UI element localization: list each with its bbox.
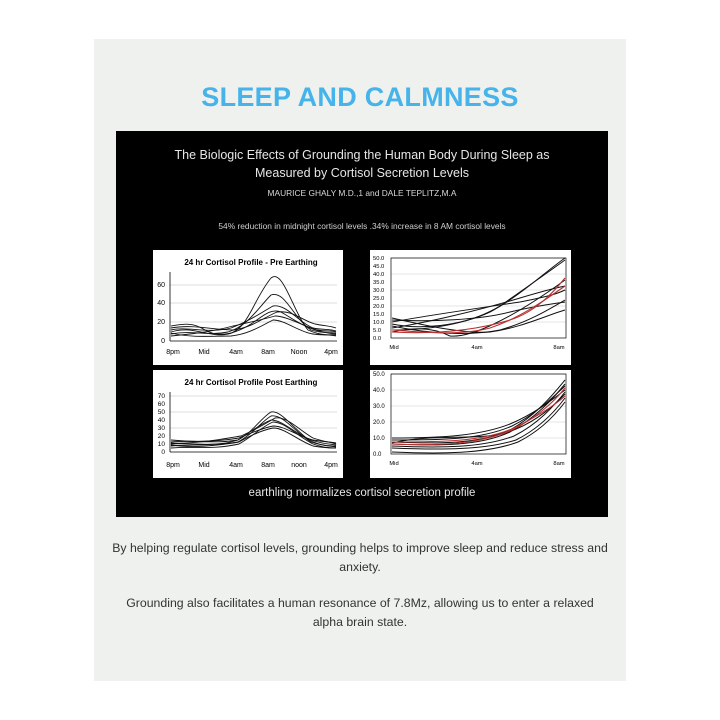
y-tick-label: 30 — [157, 425, 165, 432]
y-tick-label: 20 — [157, 319, 165, 326]
paragraph-resonance: Grounding also facilitates a human resonance of 7.8Mz, allowing us to enter a relaxed alpha brain state. — [126, 596, 594, 629]
y-tick-label: 20 — [157, 433, 165, 440]
x-tick-label: Noon — [290, 349, 308, 356]
x-tick-label: Mid — [198, 349, 210, 356]
chart-pre-earthing-zoom — [370, 250, 571, 365]
chart-title: 24 hr Cortisol Profile Post Earthing — [184, 378, 318, 387]
y-tick-label: 40 — [157, 417, 165, 424]
cortisol-study-figure — [116, 131, 608, 517]
x-tick-labels — [166, 349, 338, 356]
figure-title-line-2: Measured by Cortisol Secretion Levels — [255, 166, 469, 180]
y-tick-label: 5.0 — [373, 328, 382, 334]
x-tick-label: 8am — [261, 349, 275, 356]
y-tick-labels — [373, 256, 384, 342]
y-tick-label: 10.0 — [373, 320, 385, 326]
y-tick-labels — [158, 393, 166, 456]
x-tick-label: Mid — [389, 461, 399, 467]
figure-title-line-1: The Biologic Effects of Grounding the Human Body During Sleep as — [174, 148, 550, 162]
x-tick-label: 4pm — [324, 349, 338, 356]
y-tick-label: 20.0 — [373, 420, 385, 426]
x-tick-labels — [166, 462, 338, 469]
y-tick-label: 50.0 — [373, 256, 385, 262]
x-tick-label: 4pm — [324, 462, 338, 469]
x-tick-label: Mid — [198, 462, 210, 469]
x-tick-labels — [389, 345, 564, 351]
y-tick-label: 10.0 — [373, 436, 385, 442]
figure-caption: earthling normalizes cortisol secretion profile — [248, 487, 476, 499]
x-tick-label: Mid — [389, 345, 399, 351]
x-tick-label: 8am — [261, 462, 275, 469]
y-tick-label: 30.0 — [373, 404, 385, 410]
chart-post-earthing-zoom — [370, 370, 571, 478]
y-tick-label: 15.0 — [373, 312, 385, 318]
y-tick-labels — [157, 282, 165, 345]
y-tick-label: 50.0 — [373, 372, 385, 378]
x-tick-label: 8pm — [166, 349, 180, 356]
y-tick-label: 25.0 — [373, 296, 385, 302]
y-tick-label: 40 — [157, 300, 165, 307]
x-tick-label: 4am — [471, 345, 483, 351]
y-tick-label: 70 — [157, 393, 165, 400]
figure-stats: 54% reduction in midnight cortisol levels .34% increase in 8 AM cortisol levels — [218, 221, 506, 231]
chart-title: 24 hr Cortisol Profile - Pre Earthing — [184, 258, 318, 267]
x-tick-label: 4am — [229, 462, 243, 469]
y-tick-label: 40.0 — [373, 388, 385, 394]
y-tick-label: 60 — [157, 401, 165, 408]
y-tick-label: 0.0 — [373, 336, 382, 342]
y-tick-label: 40.0 — [373, 272, 385, 278]
y-tick-label: 0 — [161, 338, 165, 345]
y-tick-label: 30.0 — [373, 288, 385, 294]
y-tick-label: 35.0 — [373, 280, 385, 286]
x-tick-labels — [389, 461, 564, 467]
y-tick-label: 10 — [157, 441, 165, 448]
chart-post-earthing — [153, 370, 343, 478]
y-tick-label: 0 — [161, 449, 165, 456]
x-tick-label: 8am — [553, 345, 565, 351]
chart-pre-earthing — [153, 250, 343, 365]
x-tick-label: noon — [291, 462, 307, 469]
page-heading: SLEEP AND CALMNESS — [201, 82, 519, 112]
y-tick-label: 50 — [157, 409, 165, 416]
y-tick-labels — [373, 372, 385, 458]
y-tick-label: 60 — [157, 282, 165, 289]
figure-authors: MAURICE GHALY M.D.,1 and DALE TEPLITZ,M.A — [267, 188, 457, 198]
x-tick-label: 8am — [553, 461, 565, 467]
x-tick-label: 8pm — [166, 462, 180, 469]
paragraph-sleep: By helping regulate cortisol levels, grounding helps to improve sleep and reduce stress and anxiety. — [112, 541, 608, 574]
y-tick-label: 20.0 — [373, 304, 385, 310]
y-tick-label: 0.0 — [373, 452, 382, 458]
x-tick-label: 4am — [229, 349, 243, 356]
x-tick-label: 4am — [471, 461, 483, 467]
y-tick-label: 45.0 — [373, 264, 385, 270]
